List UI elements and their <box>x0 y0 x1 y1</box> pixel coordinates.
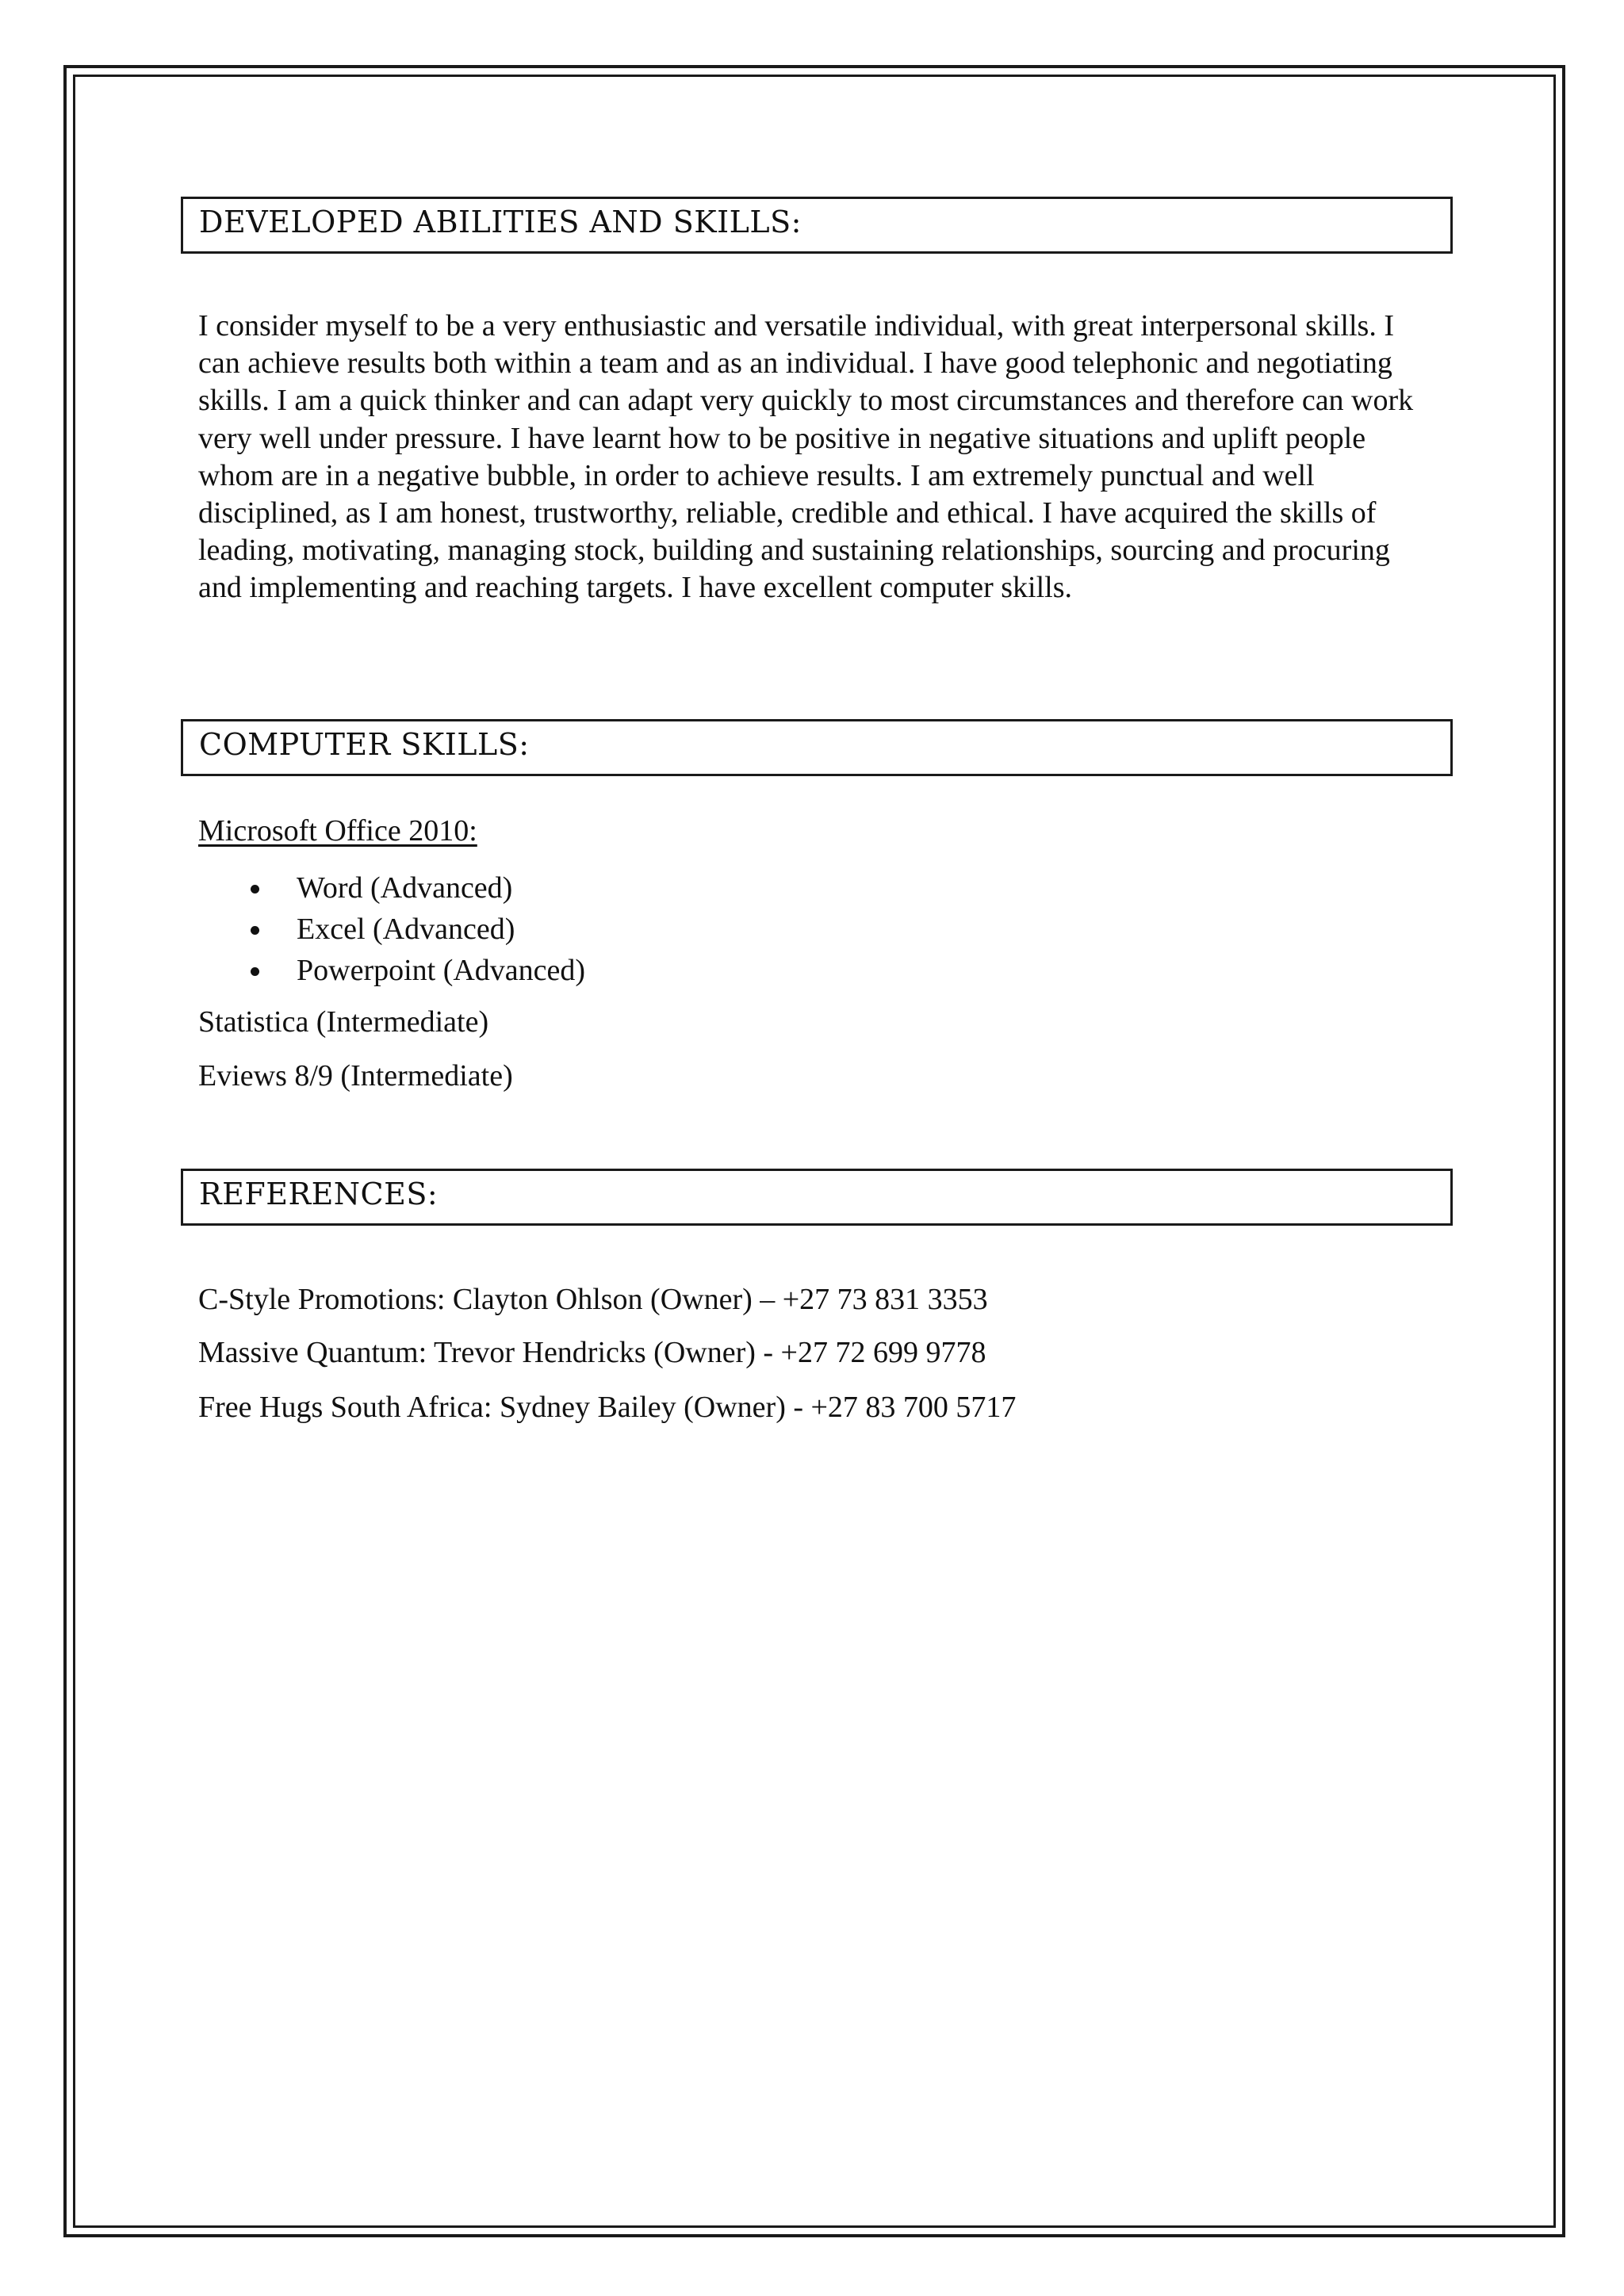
bullet-icon <box>251 967 259 976</box>
bullet-icon <box>251 885 259 894</box>
abilities-heading: DEVELOPED ABILITIES AND SKILLS: <box>181 197 1453 254</box>
computer-skills-heading: COMPUTER SKILLS: <box>181 719 1453 776</box>
list-item: Powerpoint (Advanced) <box>198 950 585 991</box>
eviews-skill: Eviews 8/9 (Intermediate) <box>198 1059 513 1093</box>
abilities-paragraph: I consider myself to be a very enthusiastic and versatile individual, with great interpersonal skills. I can achieve results both within a team and as an individual. I have good telephonic and negotiating skills. I am a quick thinker and can adapt very quickly to most circumstances and therefore can work very well under pressure. I have learnt how to be positive in negative situations and uplift people whom are in a negative bubble, in order to achieve results. I am extremely punctual and well disciplined, as I am honest, trustworthy, reliable, credible and ethical. I have acquired the skills of leading, motivating, managing stock, building and sustaining relationships, sourcing and procuring and implementing and reaching targets. I have excellent computer skills. <box>198 309 1414 605</box>
list-item: Excel (Advanced) <box>198 909 585 950</box>
reference-item: Free Hugs South Africa: Sydney Bailey (Owner) - +27 83 700 5717 <box>198 1391 1017 1424</box>
reference-item: Massive Quantum: Trevor Hendricks (Owner) - +27 72 699 9778 <box>198 1336 986 1369</box>
statistica-skill: Statistica (Intermediate) <box>198 1005 489 1039</box>
bullet-icon <box>251 926 259 935</box>
list-item: Word (Advanced) <box>198 867 585 909</box>
references-heading: REFERENCES: <box>181 1169 1453 1226</box>
reference-item: C-Style Promotions: Clayton Ohlson (Owner) – +27 73 831 3353 <box>198 1283 988 1316</box>
office-subheading: Microsoft Office 2010: <box>198 814 477 848</box>
office-skill-list <box>198 867 585 991</box>
